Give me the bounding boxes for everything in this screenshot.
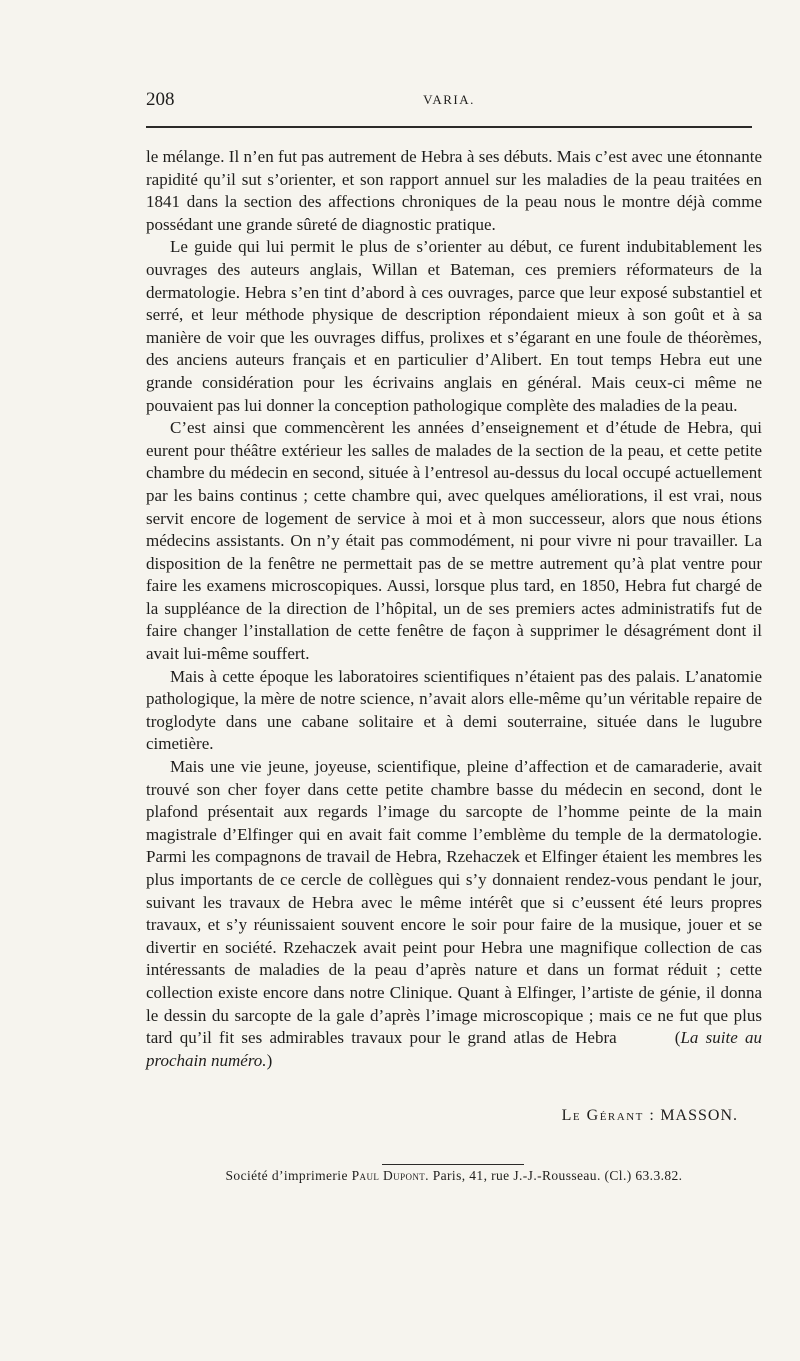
- continuation-open-paren: (: [674, 1028, 681, 1048]
- printer-imprint: [146, 1168, 762, 1184]
- footer-rule: [382, 1164, 524, 1165]
- manager-signature: [146, 1107, 738, 1125]
- paragraph-4: Mais à cette époque les laboratoires scientifiques n’étaient pas des palais. L’anatomie pathologique, la mère de notre science, n’avait alors elle-même qu’un véritable repaire de troglodyte dans une cabane solitaire et à demi souterraine, située dans le lugubre cimetière.: [146, 666, 762, 754]
- imprint-address: Paris, 41, rue J.-J.-Rousseau. (Cl.) 63.3.82.: [432, 1168, 683, 1183]
- paragraph-5-text: Mais une vie jeune, joyeuse, scientifique, pleine d’affection et de camaraderie, avait trouvé son cher foyer dans cette petite chambre basse du médecin en second, dont le plafond présentait aux regards l’image du sarcopte de l’homme peinte de la main magistrale d’Elfinger qui en avait fait comme l’emblème du temple de la dermatologie. Parmi les compagnons de travail de Hebra, Rzehaczek et Elfinger étaient les membres les plus importants de ce cercle de collègues qui s’y donnaient rendez-vous pendant le jour, suivant les travaux de Hebra avec le même intérêt que si c’eussent été leurs propres travaux, et s’y réunissaient souvent encore le soir pour faire de la musique, jouer et se divertir en société. Rzehaczek avait peint pour Hebra une magnifique collection de cas intéressants de maladies de la peau d’après nature et dans un format réduit ; cette collection existe encore dans notre Clinique. Quant à Elfinger, l’artiste de génie, il donna le dessin du sarcopte de la gale d’après l’image microscopique ; mais ce ne fut que plus tard qu’il fit ses admirables travaux pour le grand atlas de Hebra: [146, 757, 762, 1048]
- paragraph-3: C’est ainsi que commencèrent les années d’enseignement et d’étude de Hebra, qui eurent pour théâtre extérieur les salles de malades de la section de la peau, et cette petite chambre du médecin en second, située à l’entresol au-dessus du local occupé actuellement par les bains continus ; cette chambre qui, avec quelques améliorations, il est vrai, nous servit encore de logement de service à moi et à mon successeur, alors que nous étions médecins assistants. On n’y était pas commodément, ni pour vivre ni pour travailler. La disposition de la fenêtre ne permettait pas de se mettre autrement qu’à plat ventre pour faire les examens microscopiques. Aussi, lorsque plus tard, en 1850, Hebra fut chargé de la suppléance de la direction de l’hôpital, un de ses premiers actes administratifs fut de faire changer l’installation de cette fenêtre de façon à supprimer le désagrément dont il avait lui-même souffert.: [146, 418, 762, 664]
- paragraph-5: [146, 756, 762, 1072]
- paragraph-2: Le guide qui lui permit le plus de s’orienter au début, ce furent indubitablement les ouvrages des auteurs anglais, Willan et Bateman, ces premiers réformateurs de la dermatologie. Hebra s’en tint d’abord à ces ouvrages, parce que leur exposé substantiel et serré, et leur méthode physique de description répondaient mieux à son goût et à sa manière de voir que les ouvrages diffus, prolixes et s’égarant en une foule de théorèmes, des anciens auteurs français et en particulier d’Alibert. En tout temps Hebra eut une grande considération pour les écrivains anglais en général. Mais ceux-ci même ne pouvaient pas lui donner la conception pathologique complète des maladies de la peau.: [146, 237, 762, 415]
- signature-name: MASSON.: [660, 1107, 738, 1124]
- signature-prefix: Le Gérant :: [561, 1107, 656, 1124]
- imprint-printer: Paul Dupont.: [351, 1168, 429, 1183]
- continuation-close-paren: ): [266, 1050, 273, 1070]
- continuation-note: La suite au prochain numéro.: [146, 1028, 763, 1070]
- paragraph-1: le mélange. Il n’en fut pas autrement de Hebra à ses débuts. Mais c’est avec une étonnante rapidité qu’il sut s’orienter, et son rapport annuel sur les maladies de la peau traitées en 1841 dans la section des affections chroniques de la peau nous le montre déjà comme possédant une grande sûreté de diagnostic pratique.: [146, 147, 762, 234]
- running-head: VARIA.: [423, 92, 475, 107]
- page-number: 208: [146, 89, 175, 110]
- page-header: [146, 88, 752, 118]
- body-text: [146, 146, 762, 1072]
- header-rule: [146, 126, 752, 128]
- imprint-society: Société d’imprimerie: [225, 1168, 348, 1183]
